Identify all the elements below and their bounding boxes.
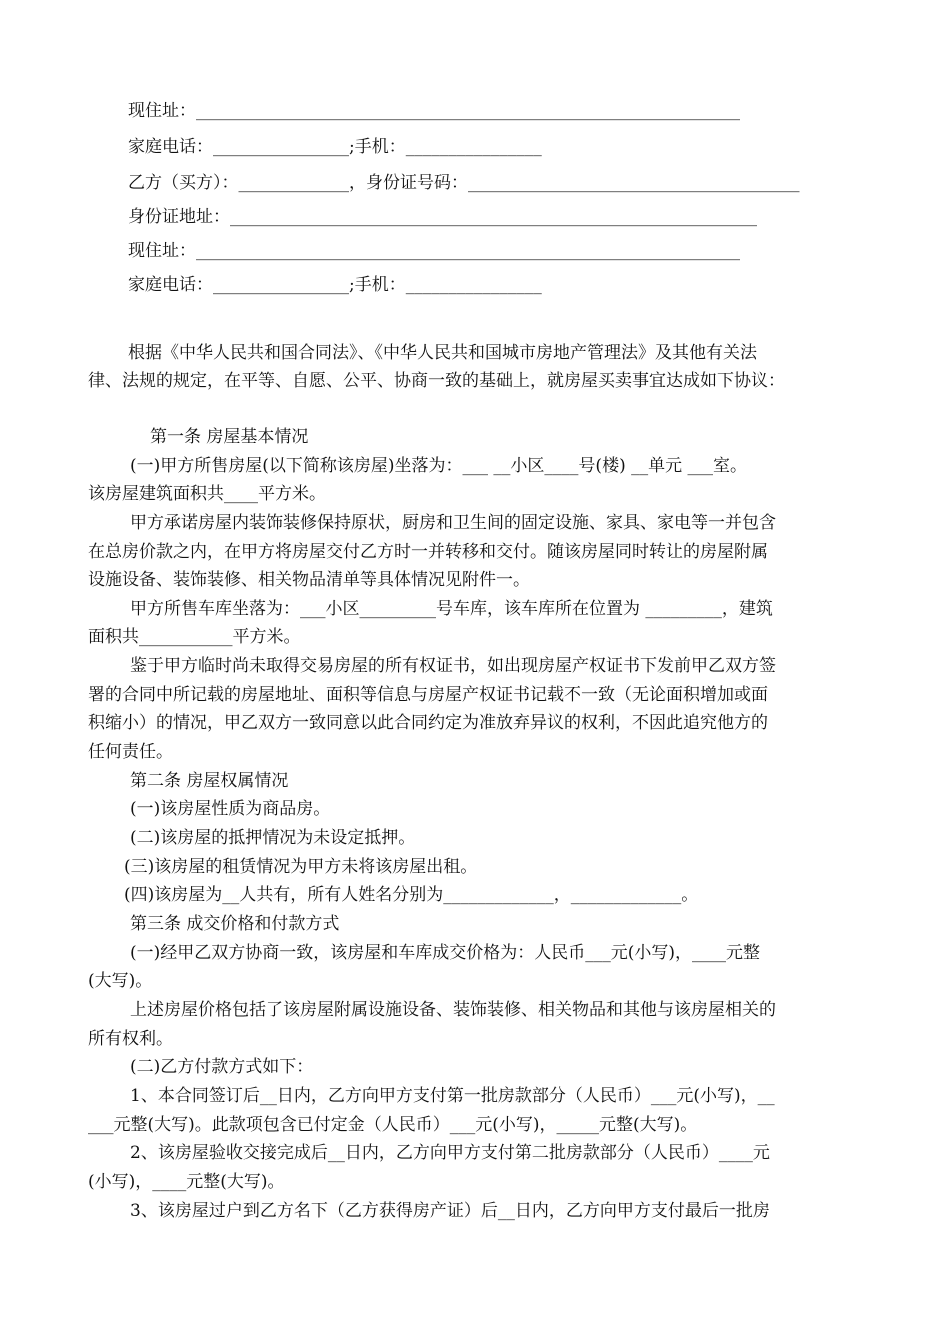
party-b-id-address: 身份证地址：______________________________________________________________	[128, 207, 757, 227]
article-1-text-line: 甲方承诺房屋内装饰装修保持原状，厨房和卫生间的固定设施、家具、家电等一并包含	[130, 513, 776, 533]
article-1-text-line: 面积共___________平方米。	[88, 627, 301, 647]
article-3-text-line: (一)经甲乙双方协商一致，该房屋和车库成交价格为：人民币___元(小写)，____元整	[130, 943, 761, 963]
party-b-name-id: 乙方（买方）：_____________，身份证号码：_______________________________________	[128, 173, 800, 193]
article-3-text-line: 上述房屋价格包括了该房屋附属设施设备、装饰装修、相关物品和其他与该房屋相关的	[130, 1000, 776, 1020]
preamble-line: 律、法规的规定，在平等、自愿、公平、协商一致的基础上，就房屋买卖事宜达成如下协议：	[88, 371, 785, 391]
article-1-text-line: 在总房价款之内，在甲方将房屋交付乙方时一并转移和交付。随该房屋同时转让的房屋附属	[88, 542, 768, 562]
article-1-text-line: 任何责任。	[88, 742, 173, 762]
article-3-text-line: (小写)，____元整(大写)。	[88, 1172, 285, 1192]
article-2-item: (三)该房屋的租赁情况为甲方未将该房屋出租。	[124, 857, 478, 877]
article-3-text-line: (二)乙方付款方式如下：	[130, 1057, 314, 1077]
article-3-text-line: 2、该房屋验收交接完成后__日内，乙方向甲方支付第二批房款部分（人民币）____元	[130, 1143, 770, 1163]
preamble-line: 根据《中华人民共和国合同法》、《中华人民共和国城市房地产管理法》及其他有关法	[128, 343, 757, 363]
party-a-phones: 家庭电话：________________;手机：________________	[128, 137, 542, 157]
article-1-text-line: 设施设备、装饰装修、相关物品清单等具体情况见附件一。	[88, 570, 530, 590]
article-3-text-line: 3、该房屋过户到乙方名下（乙方获得房产证）后__日内，乙方向甲方支付最后一批房	[130, 1201, 770, 1221]
party-b-phones: 家庭电话：________________;手机：________________	[128, 275, 542, 295]
party-b-residence: 现住址：________________________________________________________________	[128, 241, 740, 261]
article-1-heading: 第一条 房屋基本情况	[150, 427, 309, 447]
article-3-text-line: 1、本合同签订后__日内，乙方向甲方支付第一批房款部分（人民币）___元(小写)，__	[130, 1086, 775, 1106]
party-a-residence: 现住址：________________________________________________________________	[128, 101, 740, 121]
article-1-text-line: 鉴于甲方临时尚未取得交易房屋的所有权证书，如出现房屋产权证书下发前甲乙双方签	[130, 656, 776, 676]
article-3-text-line: ___元整(大写)。此款项包含已付定金（人民币）___元(小写)，_____元整(大写)。	[88, 1115, 698, 1135]
article-1-text-line: 署的合同中所记载的房屋地址、面积等信息与房屋产权证书记载不一致（无论面积增加或面	[88, 685, 768, 705]
article-3-text-line: (大写)。	[88, 971, 153, 991]
article-1-text-line: 甲方所售车库坐落为：___小区_________号车库，该车库所在位置为 _________，建筑	[130, 599, 773, 619]
article-2-item: (一)该房屋性质为商品房。	[130, 799, 331, 819]
article-1-text-line: (一)甲方所售房屋(以下简称该房屋)坐落为：___ __小区____号(楼) __单元 ___室。	[130, 456, 748, 476]
article-3-text-line: 所有权利。	[88, 1029, 173, 1049]
article-3-heading: 第三条 成交价格和付款方式	[130, 914, 340, 934]
article-1-text-line: 积缩小）的情况，甲乙双方一致同意以此合同约定为准放弃异议的权利，不因此追究他方的	[88, 713, 768, 733]
article-2-item: (二)该房屋的抵押情况为未设定抵押。	[130, 828, 416, 848]
article-2-heading: 第二条 房屋权属情况	[130, 771, 289, 791]
article-1-text-line: 该房屋建筑面积共____平方米。	[88, 484, 326, 504]
article-2-item: (四)该房屋为__人共有，所有人姓名分别为_____________，_____________。	[124, 885, 699, 905]
